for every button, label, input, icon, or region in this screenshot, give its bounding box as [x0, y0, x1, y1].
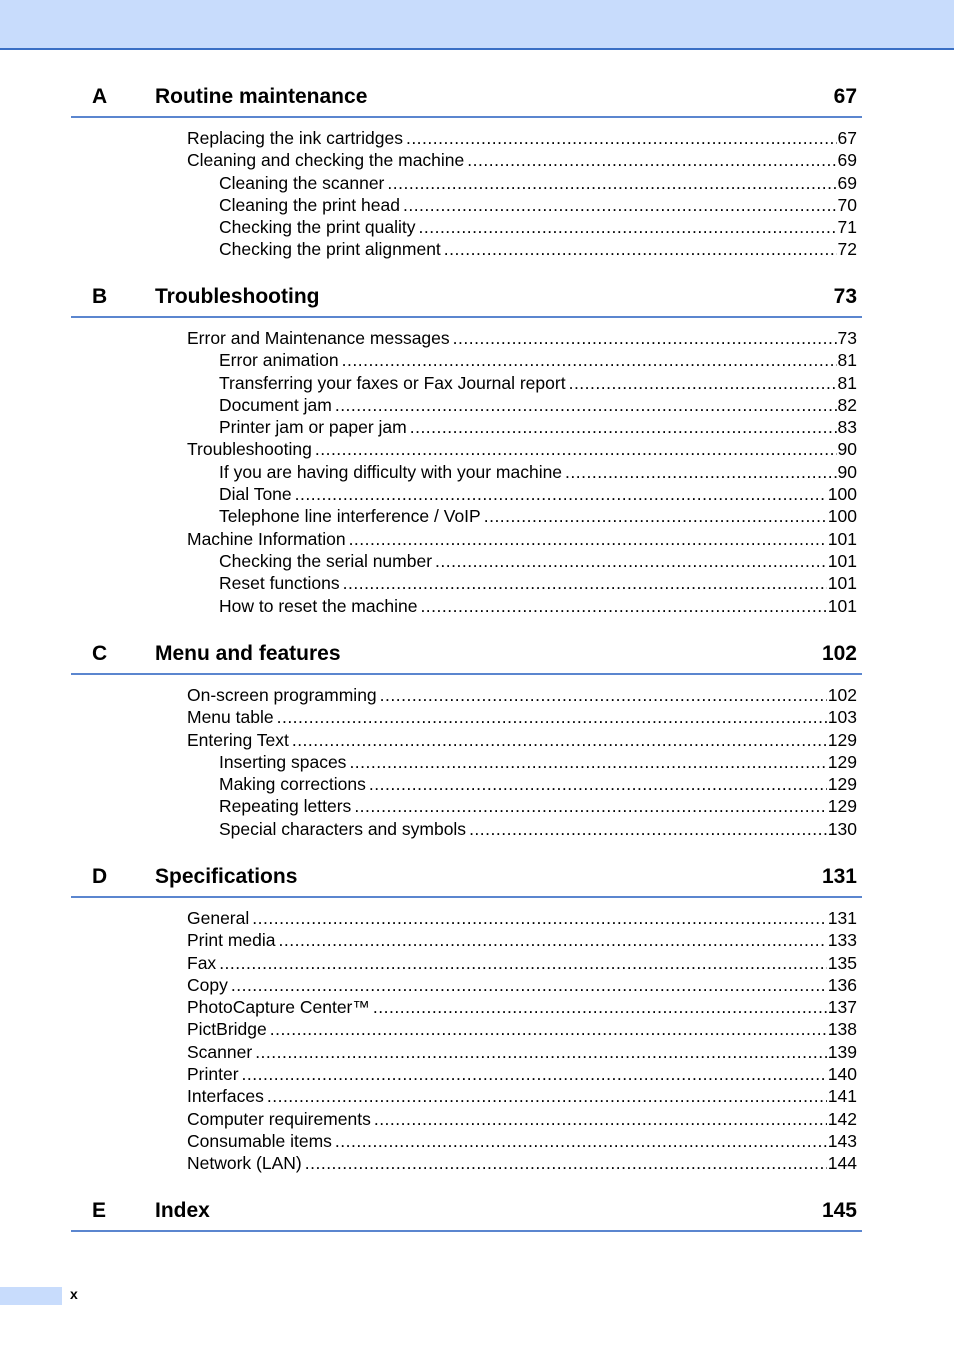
section-heading[interactable] [71, 860, 862, 898]
section-page-number: 67 [833, 85, 857, 108]
entry-page-number: 129 [827, 751, 857, 772]
entry-title: Cleaning and checking the machine [187, 150, 465, 171]
toc-entry[interactable] [219, 172, 857, 194]
dot-leader [467, 149, 836, 171]
section-letter: D [92, 865, 108, 888]
toc-entry[interactable] [187, 438, 857, 460]
entry-title: Transferring your faxes or Fax Journal report [219, 372, 566, 393]
entry-page-number: 67 [837, 128, 857, 148]
entry-title: Inserting spaces [219, 751, 347, 772]
section-page-number: 131 [821, 865, 857, 888]
toc-section [71, 1194, 862, 1232]
dot-leader [267, 1085, 827, 1107]
entry-page-number: 100 [827, 484, 857, 505]
header-band [0, 0, 954, 50]
toc-entry[interactable] [219, 505, 857, 527]
dot-leader [342, 349, 837, 371]
dot-leader [410, 416, 837, 438]
entry-title: Machine Information [187, 528, 346, 549]
entry-list [71, 907, 862, 1175]
toc-entry[interactable] [187, 1018, 857, 1040]
dot-leader [435, 550, 827, 572]
entry-title: Troubleshooting [187, 439, 312, 460]
entry-title: Printer [187, 1064, 239, 1085]
entry-page-number: 90 [837, 461, 857, 482]
toc-entry[interactable] [219, 572, 857, 594]
section-letter: A [92, 85, 108, 108]
toc-entry[interactable] [219, 751, 857, 773]
dot-leader [335, 394, 837, 416]
dot-leader [277, 706, 827, 728]
dot-leader [419, 216, 837, 238]
toc-entry[interactable] [187, 1041, 857, 1063]
dot-leader [219, 952, 827, 974]
toc-entry[interactable] [187, 327, 857, 349]
entry-title: Special characters and symbols [219, 818, 467, 839]
section-page-number: 73 [833, 285, 857, 308]
toc-entry[interactable] [187, 528, 857, 550]
entry-page-number: 135 [827, 952, 857, 973]
entry-page-number: 90 [837, 439, 857, 460]
entry-title: Printer jam or paper jam [219, 417, 407, 438]
entry-page-number: 142 [827, 1108, 857, 1129]
entry-page-number: 101 [827, 573, 857, 594]
dot-leader [349, 751, 826, 773]
entry-title: On-screen programming [187, 685, 377, 705]
entry-title: Error and Maintenance messages [187, 328, 450, 348]
section-letter: E [92, 1199, 107, 1222]
toc-entry[interactable] [219, 194, 857, 216]
section-title: Index [155, 1199, 210, 1222]
entry-list [71, 327, 862, 617]
toc-entry[interactable] [219, 416, 857, 438]
entry-list [71, 127, 862, 261]
entry-title: Consumable items [187, 1130, 332, 1151]
dot-leader [255, 1041, 827, 1063]
entry-page-number: 143 [827, 1130, 857, 1151]
toc-section [71, 860, 862, 1175]
entry-page-number: 72 [837, 239, 857, 260]
entry-page-number: 81 [837, 372, 857, 393]
entry-title: Computer requirements [187, 1108, 371, 1129]
toc-entry[interactable] [219, 818, 857, 840]
entry-title: Interfaces [187, 1086, 264, 1107]
dot-leader [569, 372, 837, 394]
dot-leader [380, 684, 827, 706]
dot-leader [292, 729, 827, 751]
section-letter: C [92, 642, 108, 665]
entry-page-number: 69 [837, 150, 857, 171]
toc-section [71, 637, 862, 840]
entry-page-number: 136 [827, 974, 857, 995]
entry-title: Copy [187, 974, 228, 995]
toc-entry[interactable] [219, 238, 857, 260]
entry-page-number: 131 [827, 908, 857, 928]
toc-entry[interactable] [187, 952, 857, 974]
dot-leader [295, 483, 827, 505]
entry-title: Telephone line interference / VoIP [219, 506, 481, 527]
toc-entry[interactable] [187, 706, 857, 728]
entry-page-number: 130 [827, 818, 857, 839]
dot-leader [242, 1063, 827, 1085]
toc-entry[interactable] [219, 795, 857, 817]
toc-entry[interactable] [187, 149, 857, 171]
dot-leader [270, 1018, 827, 1040]
toc-entry[interactable] [187, 1152, 857, 1174]
entry-page-number: 129 [827, 729, 857, 750]
entry-title: Dial Tone [219, 484, 292, 505]
entry-page-number: 129 [827, 796, 857, 817]
entry-page-number: 82 [837, 394, 857, 415]
toc-entry[interactable] [219, 372, 857, 394]
entry-title: Replacing the ink cartridges [187, 128, 403, 148]
entry-page-number: 133 [827, 930, 857, 951]
entry-title: If you are having difficulty with your machine [219, 461, 563, 482]
entry-page-number: 69 [837, 172, 857, 193]
entry-page-number: 140 [827, 1064, 857, 1085]
toc-entry[interactable] [187, 907, 857, 929]
dot-leader [453, 327, 837, 349]
entry-page-number: 144 [827, 1153, 857, 1174]
entry-title: PictBridge [187, 1019, 267, 1040]
dot-leader [374, 1108, 827, 1130]
entry-title: General [187, 908, 250, 928]
toc-entry[interactable] [219, 773, 857, 795]
entry-page-number: 101 [827, 595, 857, 616]
entry-title: Menu table [187, 707, 274, 728]
toc-entry[interactable] [187, 996, 857, 1018]
entry-title: Entering Text [187, 729, 289, 750]
entry-title: Print media [187, 930, 276, 951]
entry-title: Reset functions [219, 573, 340, 594]
section-title: Routine maintenance [155, 85, 368, 108]
toc-entry[interactable] [187, 684, 857, 706]
dot-leader [565, 461, 836, 483]
entry-page-number: 81 [837, 350, 857, 371]
toc-entry[interactable] [187, 1130, 857, 1152]
entry-title: Document jam [219, 394, 332, 415]
entry-title: Scanner [187, 1041, 253, 1062]
entry-title: Checking the serial number [219, 550, 433, 571]
toc-entry[interactable] [187, 974, 857, 996]
dot-leader [387, 172, 836, 194]
section-heading[interactable] [71, 637, 862, 675]
entry-page-number: 103 [827, 707, 857, 728]
section-heading[interactable] [71, 280, 862, 318]
toc-entry[interactable] [219, 349, 857, 371]
entry-title: Cleaning the scanner [219, 172, 385, 193]
entry-list [71, 684, 862, 840]
dot-leader [420, 595, 826, 617]
dot-leader [252, 907, 827, 929]
dot-leader [406, 127, 837, 149]
entry-page-number: 139 [827, 1041, 857, 1062]
dot-leader [354, 795, 826, 817]
dot-leader [231, 974, 827, 996]
toc-entry[interactable] [219, 216, 857, 238]
entry-title: Checking the print alignment [219, 239, 441, 260]
entry-title: Error animation [219, 350, 339, 371]
entry-page-number: 71 [837, 217, 857, 238]
dot-leader [403, 194, 837, 216]
footer-band [0, 1287, 62, 1305]
entry-page-number: 137 [827, 997, 857, 1018]
entry-title: Cleaning the print head [219, 194, 400, 215]
dot-leader [279, 929, 827, 951]
entry-page-number: 73 [837, 328, 857, 348]
dot-leader [444, 238, 837, 260]
entry-page-number: 101 [827, 528, 857, 549]
toc-entry[interactable] [187, 729, 857, 751]
entry-page-number: 141 [827, 1086, 857, 1107]
page-number: x [70, 1286, 78, 1302]
section-page-number: 145 [821, 1199, 857, 1222]
toc-entry[interactable] [219, 461, 857, 483]
section-title: Specifications [155, 865, 298, 888]
dot-leader [369, 773, 827, 795]
section-letter: B [92, 285, 108, 308]
toc-entry[interactable] [187, 929, 857, 951]
toc-entry[interactable] [219, 394, 857, 416]
toc-entry[interactable] [187, 1085, 857, 1107]
toc-entry[interactable] [187, 1063, 857, 1085]
section-heading[interactable] [71, 1194, 862, 1232]
dot-leader [469, 818, 827, 840]
dot-leader [335, 1130, 827, 1152]
entry-title: Checking the print quality [219, 217, 416, 238]
toc-entry[interactable] [219, 550, 857, 572]
toc-entry[interactable] [219, 595, 857, 617]
dot-leader [373, 996, 827, 1018]
toc-section [71, 280, 862, 617]
entry-title: Network (LAN) [187, 1153, 302, 1174]
dot-leader [305, 1152, 827, 1174]
entry-page-number: 70 [837, 194, 857, 215]
toc-entry[interactable] [219, 483, 857, 505]
entry-title: PhotoCapture Center™ [187, 997, 370, 1018]
section-title: Menu and features [155, 642, 341, 665]
section-heading[interactable] [71, 80, 862, 118]
section-title: Troubleshooting [155, 285, 320, 308]
dot-leader [349, 528, 827, 550]
toc-section [71, 80, 862, 261]
section-page-number: 102 [821, 642, 857, 665]
dot-leader [343, 572, 827, 594]
entry-page-number: 138 [827, 1019, 857, 1040]
toc-entry[interactable] [187, 127, 857, 149]
entry-page-number: 101 [827, 550, 857, 571]
entry-title: Fax [187, 952, 217, 973]
entry-title: Repeating letters [219, 796, 352, 817]
toc-entry[interactable] [187, 1108, 857, 1130]
entry-page-number: 102 [827, 685, 857, 705]
entry-page-number: 129 [827, 774, 857, 795]
dot-leader [484, 505, 827, 527]
entry-page-number: 100 [827, 506, 857, 527]
entry-title: Making corrections [219, 774, 366, 795]
entry-page-number: 83 [837, 417, 857, 438]
entry-title: How to reset the machine [219, 595, 418, 616]
dot-leader [315, 438, 837, 460]
